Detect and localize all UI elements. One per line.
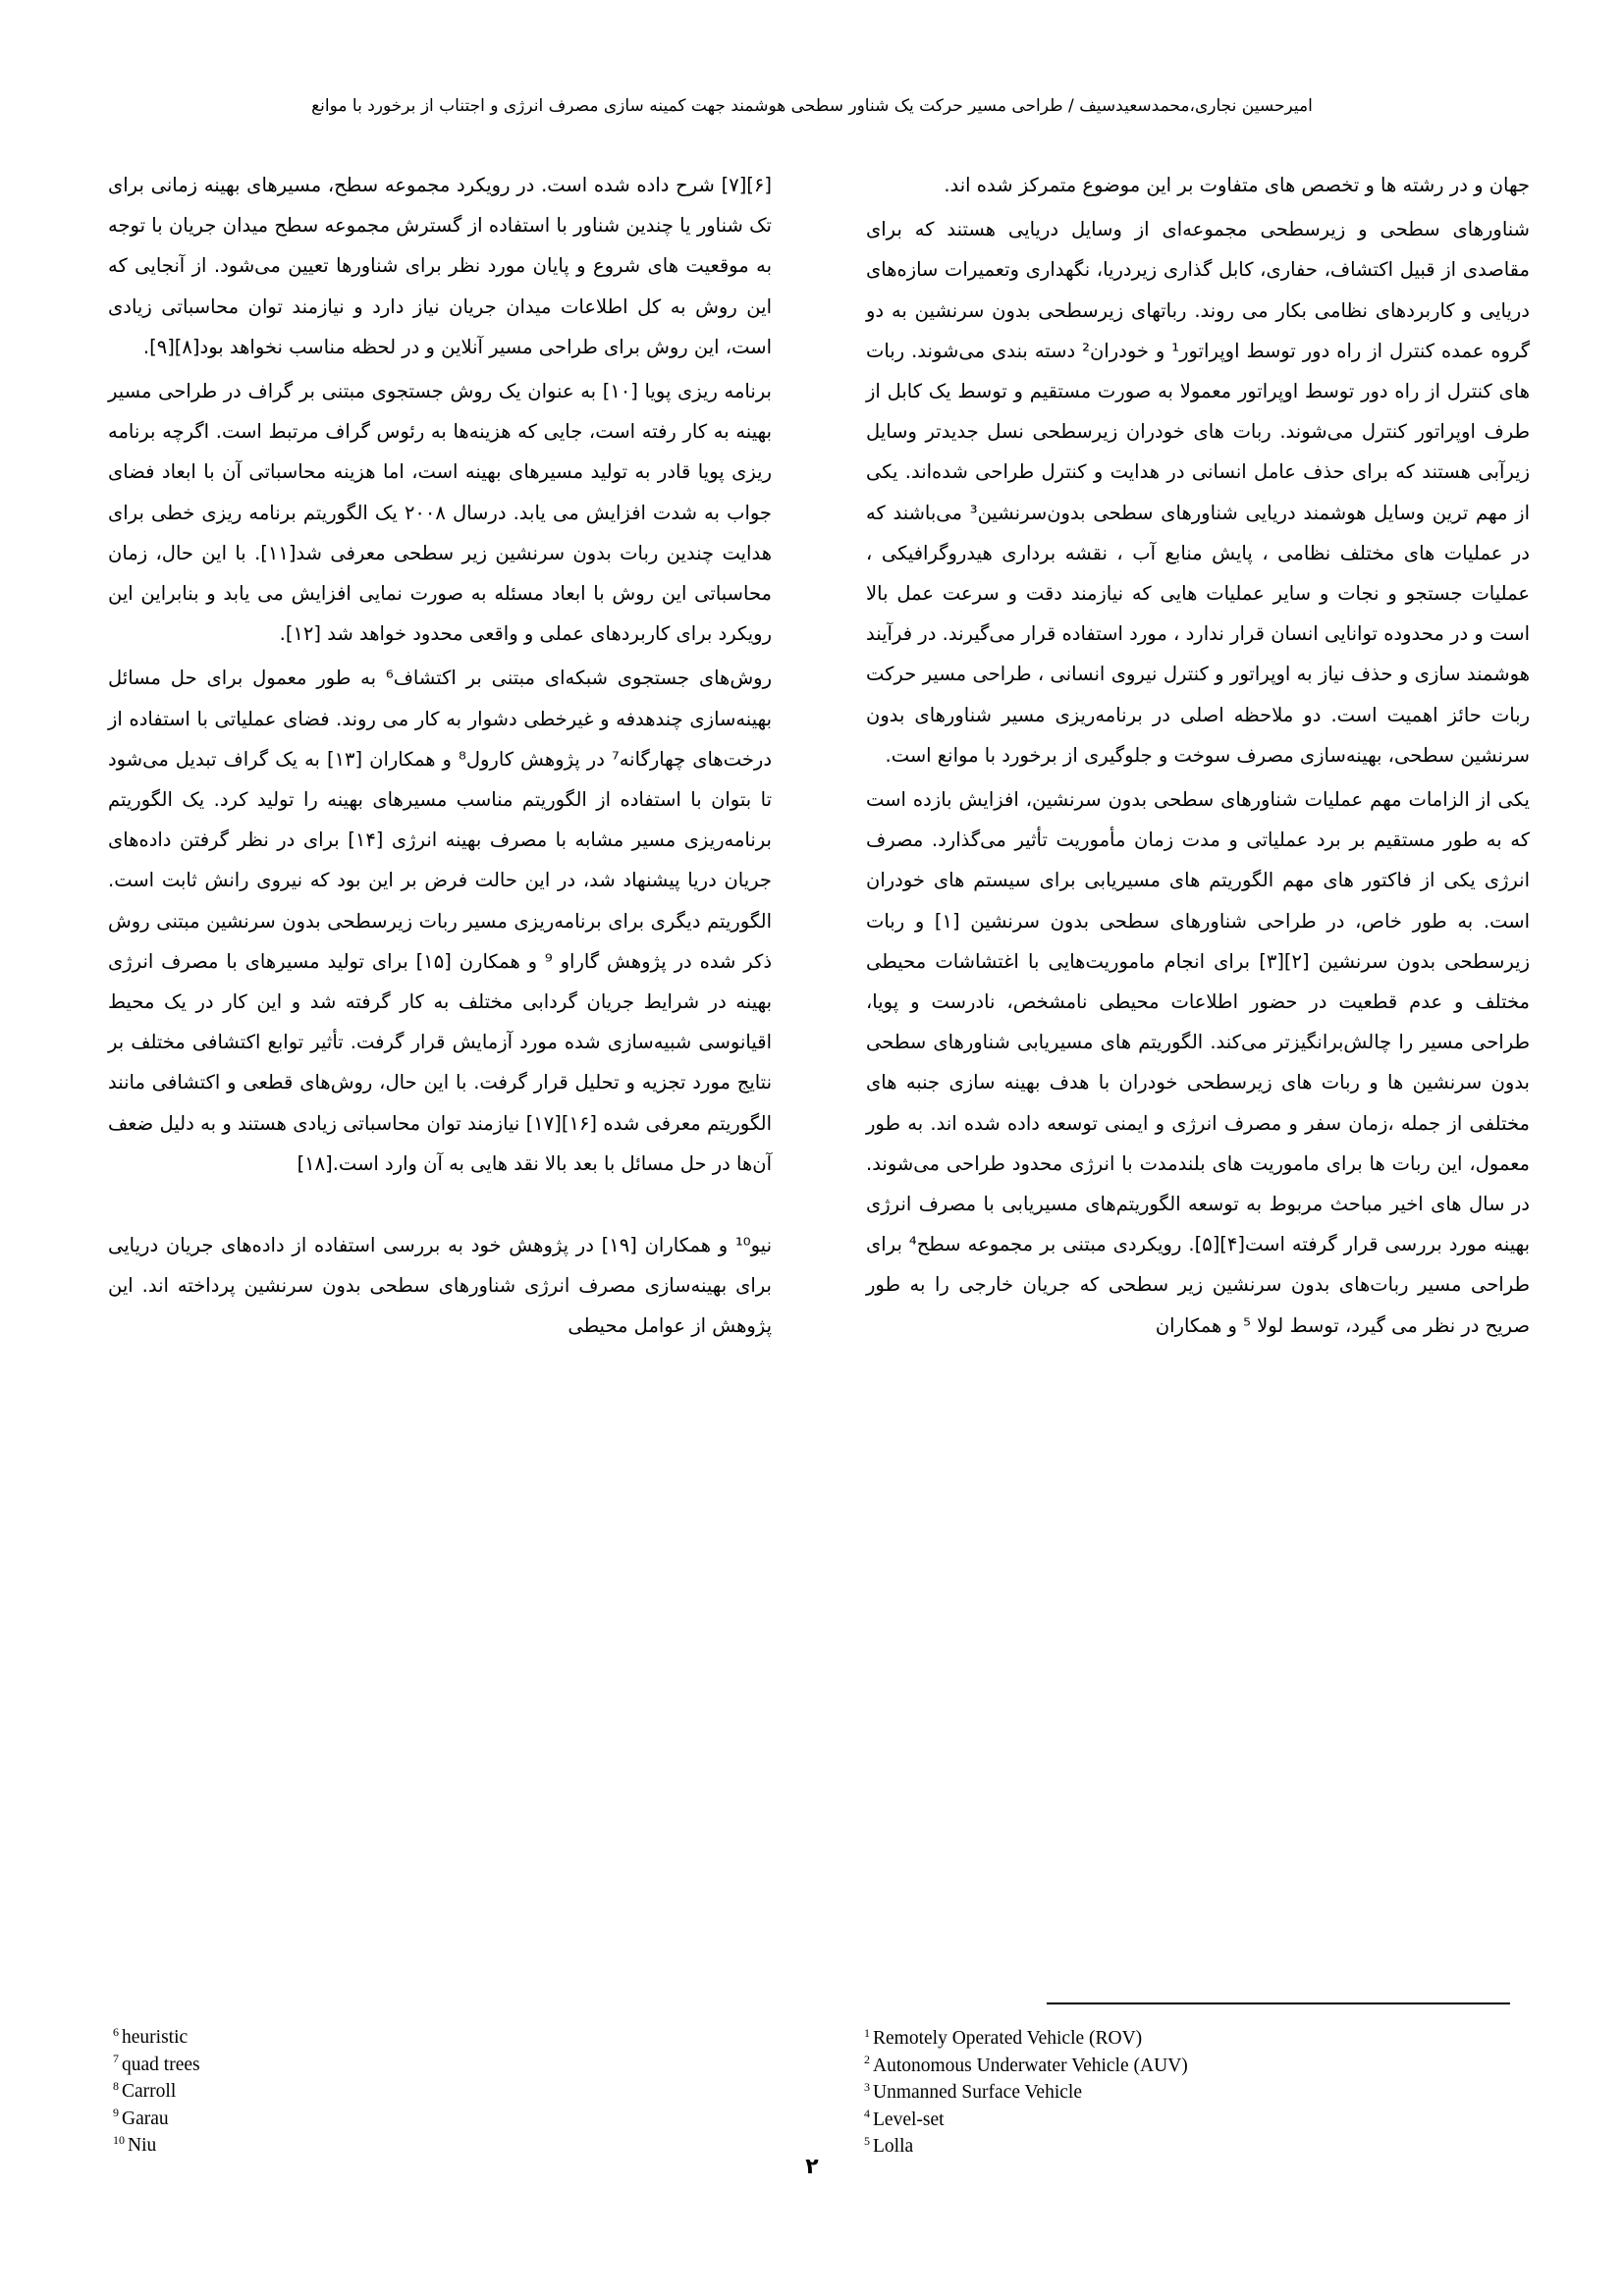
footnote-separator bbox=[1047, 2002, 1510, 2004]
footnotes-right bbox=[864, 2025, 1188, 2161]
paragraph: روش‌های جستجوی شبکه‌ای مبتنی بر اکتشاف⁶ به طور معمول برای حل مسائل بهینه‌سازی چندهدفه و غیرخطی دشوار به کار می روند. فضای عملیاتی با استفاده از درخت‌های چهارگانه⁷ در پژوهش کارول⁸ و همکاران [۱۳] به یک گراف تبدیل می‌شود تا بتوان با استفاده از الگوریتم مناسب مسیرهای بهینه را تولید کرد. یک الگوریتم برنامه‌ریزی مسیر مشابه با مصرف بهینه انرژی [۱۴] برای در نظر گرفتن داده‌های جریان دریا پیشنهاد شد، در این حالت فرض بر این بود که نیروی رانش ثابت است. الگوریتم دیگری برای برنامه‌ریزی مسیر ربات زیرسطحی بدون سرنشین مبتنی روش ذکر شده در پژوهش گاراو ⁹ و همکارن [۱۵] برای تولید مسیرهای با مصرف انرژی بهینه در شرایط جریان گردابی مختلف به کار گرفته شد و این کار در یک محیط اقیانوسی شبیه‌سازی شده مورد آزمایش قرار گرفت. تأثیر توابع اکتشافی مختلف بر نتایج مورد تجزیه و تحلیل قرار گرفت. با این حال، روش‌های قطعی و اکتشافی مانند الگوریتم معرفی شده [۱۶][۱۷] نیازمند توان محاسباتی زیادی هستند و به دلیل ضعف آن‌ها در حل مسائل با بعد بالا نقد هایی به آن وارد است.[۱۸] bbox=[108, 667, 773, 1175]
footnote: $^1$ Remotely Operated Vehicle (ROV) bbox=[864, 2025, 1143, 2049]
footnote: $^9$ Garau bbox=[113, 2106, 169, 2129]
footnote: $^5$ Lolla bbox=[864, 2133, 914, 2157]
footnote: $^6$ heuristic bbox=[113, 2024, 189, 2048]
paragraph: برنامه ریزی پویا [۱۰] به عنوان یک روش جستجوی مبتنی بر گراف در طراحی مسیر بهینه به کار رفته است، جایی که هزینه‌ها به رئوس گراف مرتبط است. اگرچه برنامه ریزی پویا قادر به تولید مسیرهای بهینه است، اما هزینه محاسباتی آن با ابعاد فضای جواب به شدت افزایش می یابد. درسال ۲۰۰۸ یک الگوریتم برنامه ریزی خطی برای هدایت چندین ربات بدون سرنشین زیر سطحی معرفی شد[۱۱]. با این حال، زمان محاسباتی این روش با ابعاد مسئله به صورت نمایی افزایش می یابد و بنابراین این رویکرد برای کاربردهای عملی و واقعی محدود خواهد شد [۱۲]. bbox=[108, 380, 772, 646]
paragraph: [۶][۷] شرح داده شده است. در رویکرد مجموعه سطح، مسیرهای بهینه زمانی برای تک شناور یا چندین شناور با استفاده از گسترش مجموعه سطح میدان جریان با توجه به موقعیت های شروع و پایان مورد نظر برای شناورها تعیین می‌شود. از آنجایی که این روش به کل اطلاعات میدان جریان نیاز دارد و نیازمند توان محاسباتی زیادی است، این روش برای طراحی مسیر آنلاین و در لحظه مناسب نخواهد بود[۸][۹]. bbox=[108, 174, 772, 358]
paragraph: یکی از الزامات مهم عملیات شناورهای سطحی بدون سرنشین، افزایش بازده است که به طور مستقیم بر برد عملیاتی و مدت زمان مأموریت تأثیر می‌گذارد. مصرف انرژی یکی از فاکتور های مهم الگوریتم های مسیریابی برای سیستم های خودران است. به طور خاص، در طراحی شناورهای سطحی بدون سرنشین [۱] و ربات زیرسطحی بدون سرنشین [۲][۳] برای انجام ماموریت‌هایی با اغتشاشات محیطی مختلف و عدم قطعیت در حضور اطلاعات محیطی نامشخص، نادرست و پویا، طراحی مسیر را چالش‌برانگیزتر می‌کند. الگوریتم های مسیریابی شناورهای سطحی بدون سرنشین ها و ربات های زیرسطحی خودران با هدف بهینه سازی جنبه های مختلفی از جمله ،زمان سفر و مصرف انرژی و ایمنی توسعه داده شده اند. به طور معمول، این ربات ها برای ماموریت های بلندمدت با انرژی محدود طراحی می‌شوند. در سال های اخیر مباحث مربوط به توسعه الگوریتم‌های مسیریابی با مصرف انرژی بهینه مورد بررسی قرار گرفته است[۴][۵]. رویکردی مبتنی بر مجموعه سطح⁴ برای طراحی مسیر ربات‌های بدون سرنشین زیر سطحی که جریان خارجی را به طور صریح در نظر می گیرد، توسط لولا ⁵ و همکاران bbox=[866, 788, 1530, 1337]
left-column bbox=[108, 165, 772, 1351]
footnote: $^3$ Unmanned Surface Vehicle bbox=[864, 2079, 1082, 2103]
footnote: $^8$ Carroll bbox=[113, 2078, 177, 2102]
footnote: $^{10}$ Niu bbox=[113, 2132, 157, 2156]
paragraph: جهان و در رشته ها و تخصص های متفاوت بر این موضوع متمرکز شده اند. bbox=[944, 174, 1530, 196]
footnotes-left bbox=[113, 2024, 200, 2160]
footnote: $^4$ Level-set bbox=[864, 2107, 945, 2130]
paragraph: شناورهای سطحی و زیرسطحی مجموعه‌ای از وسایل دریایی هستند که برای مقاصدی از قبیل اکتشاف، حفاری، کابل گذاری زیردریا، نگهداری وتعمیرات سازه‌های دریایی و کاربردهای نظامی بکار می روند. رباتهای زیرسطحی بدون سرنشین به دو گروه عمده کنترل از راه دور توسط اوپراتور¹ و خودران² دسته بندی می‌شوند. ربات های کنترل از راه دور توسط اوپراتور معمولا به صورت مستقیم و توسط یک کابل از طرف اوپراتور کنترل می‌شوند. ربات های خودران زیرسطحی نسل جدیدتر وسایل زیرآبی هستند که برای حذف عامل انسانی در هدایت و کنترل طراحی شده‌اند. یکی از مهم ترین وسایل هوشمند دریایی شناورهای سطحی بدون‌سرنشین³ می‌باشند که در عملیات های مختلف نظامی ، پایش منابع آب ، نقشه برداری هیدروگرافیکی ، عملیات جستجو و نجات و سایر عملیات هایی که نیازمند دقت و سرعت عمل بالا است و در محدوده توانایی انسان قرار ندارد ، مورد استفاده قرار می‌گیرند. در فرآیند هوشمند سازی و حذف نیاز به اوپراتور و کنترل نیروی انسانی ، طراحی مسیر حرکت ربات حائز اهمیت است. دو ملاحظه اصلی در برنامه‌ریزی مسیر شناورهای بدون سرنشین سطحی، بهینه‌سازی مصرف سوخت و جلوگیری از برخورد با موانع است. bbox=[866, 218, 1530, 767]
paragraph: نیو¹⁰ و همکاران [۱۹] در پژوهش خود به بررسی استفاده از داده‌های جریان دریایی برای بهینه‌سازی مصرف انرژی شناورهای سطحی بدون سرنشین پرداخته اند. این پژوهش از عوامل محیطی bbox=[108, 1234, 772, 1338]
footnote: $^7$ quad trees bbox=[113, 2052, 200, 2075]
page-number: ۲ bbox=[805, 2155, 819, 2179]
right-column bbox=[866, 165, 1530, 1350]
running-header: امیرحسین نجاری،محمدسعیدسیف / طراحی مسیر حرکت یک شناور سطحی هوشمند جهت کمینه سازی مصرف انرژی و اجتناب از برخورد با موانع bbox=[311, 96, 1313, 116]
footnote: $^2$ Autonomous Underwater Vehicle (AUV) bbox=[864, 2053, 1188, 2076]
